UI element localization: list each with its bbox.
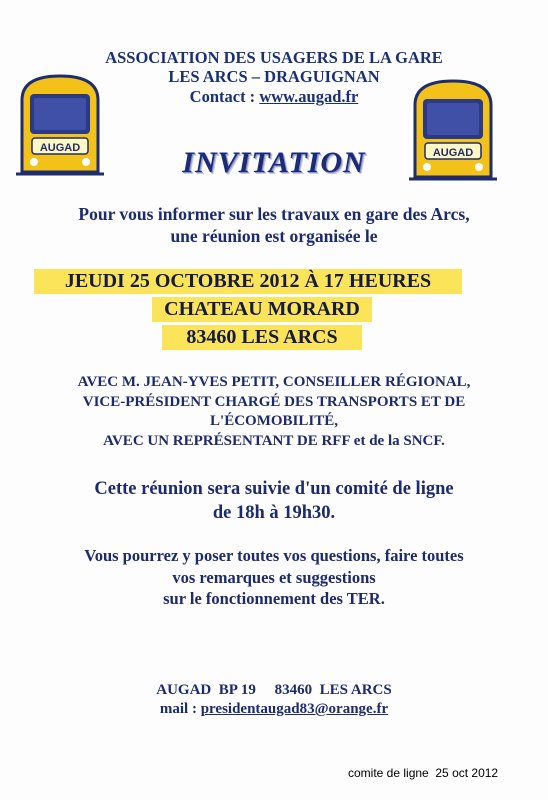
- email-link[interactable]: presidentaugad83@orange.fr: [200, 701, 389, 717]
- intro-line-1: Pour vous informer sur les travaux en gare des Arcs,: [78, 204, 470, 224]
- questions-line-2: vos remarques et suggestions: [172, 568, 376, 587]
- mail-line: [0, 699, 548, 719]
- follow-up-line-1: Cette réunion sera suivie d'un comité de ligne: [94, 479, 454, 499]
- mail-label: mail :: [159, 701, 201, 717]
- participants-line-2: VICE-PRÉSIDENT CHARGÉ DES TRANSPORTS ET DE: [82, 394, 466, 410]
- questions-line-1: Vous pourrez y poser toutes vos questions, faire toutes: [84, 546, 464, 565]
- contact-label: Contact :: [189, 87, 260, 106]
- event-place: CHATEAU MORARD: [152, 297, 372, 322]
- association-name: ASSOCIATION DES USAGERS DE LA GARE: [105, 48, 443, 67]
- participants-line-4: AVEC UN REPRÉSENTANT DE RFF et de la SNCF.: [103, 433, 445, 449]
- document-caption: comite de ligne 25 oct 2012: [348, 766, 499, 780]
- follow-up-line-2: de 18h à 19h30.: [212, 503, 336, 523]
- association-location: LES ARCS – DRAGUIGNAN: [168, 67, 380, 86]
- intro-line-2: une réunion est organisée le: [170, 226, 378, 246]
- logo-text: AUGAD: [39, 142, 81, 154]
- participants-line-1: AVEC M. JEAN-YVES PETIT, CONSEILLER RÉGIONAL,: [77, 374, 471, 390]
- participants-line-3: L'ÉCOMOBILITÉ,: [210, 413, 338, 429]
- postal-address: AUGAD BP 19 83460 LES ARCS: [156, 682, 392, 698]
- logo-text: AUGAD: [432, 147, 474, 159]
- event-date: JEUDI 25 OCTOBRE 2012 À 17 HEURES: [34, 269, 462, 294]
- event-city: 83460 LES ARCS: [162, 325, 362, 350]
- website-link[interactable]: www.augad.fr: [259, 87, 359, 106]
- invitation-title: INVITATION: [182, 146, 366, 179]
- questions-line-3: sur le fonctionnement des TER.: [163, 589, 385, 608]
